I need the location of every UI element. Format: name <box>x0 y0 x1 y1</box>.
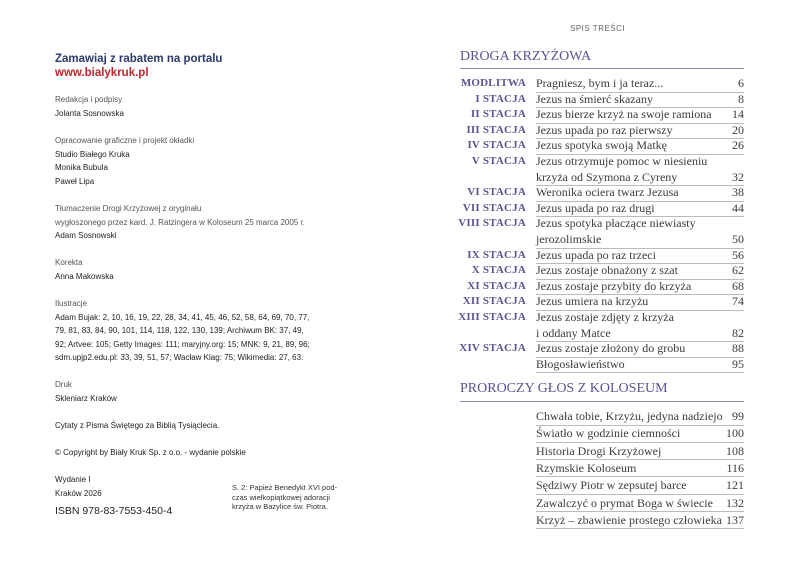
page-number: 108 <box>726 443 744 458</box>
section-rule <box>460 401 744 402</box>
station-label: XI STACJA <box>467 279 526 292</box>
page-number: 121 <box>726 478 744 493</box>
promo-block <box>55 52 222 80</box>
station-label: MODLITWA <box>460 77 526 89</box>
page-number: 116 <box>726 460 744 475</box>
station-label: VI STACJA <box>467 186 526 199</box>
station-title[interactable]: Jezus upada po raz trzeci <box>536 247 656 262</box>
translation-heading-cont: wygłoszonego przez kard. J. Ratzingera w Koloseum 25 marca 2005 r. <box>55 217 305 227</box>
print-block <box>55 378 117 405</box>
quote-note-text: Cytaty z Pisma Świętego za Biblią Tysiąclecia. <box>55 421 220 430</box>
promo-url[interactable]: www.bialykruk.pl <box>55 67 149 79</box>
station-title[interactable]: Jezus zostaje zdjęty z krzyża <box>536 310 674 324</box>
article-title[interactable]: Światło w godzinie ciemności <box>536 426 681 441</box>
copyright <box>55 446 246 460</box>
page-number: 44 <box>732 200 744 215</box>
translation-block <box>55 202 305 243</box>
station-label: XIV STACJA <box>459 342 526 355</box>
station-title[interactable]: Jezus bierze krzyż na swoje ramiona <box>536 107 712 122</box>
edition: Wydanie I <box>55 475 91 484</box>
translation-heading: Tłumaczenie Drogi Krzyżowej z oryginału <box>55 204 202 213</box>
edition-block <box>55 473 102 500</box>
station-title[interactable]: Jezus otrzymuje pomoc w niesieniu <box>536 154 708 168</box>
station-title[interactable]: Jezus spotyka swoją Matkę <box>536 138 667 153</box>
station-label: VII STACJA <box>462 201 526 214</box>
section-title: DROGA KRZYŻOWA <box>460 49 592 64</box>
station-title[interactable]: Jezus zostaje obnażony z szat <box>536 263 678 278</box>
page-number: 74 <box>732 294 744 309</box>
page-number: 62 <box>732 263 744 278</box>
place-year: Kraków 2026 <box>55 488 102 498</box>
article-title[interactable]: Chwała tobie, Krzyżu, jedyna nadziejo <box>536 409 723 423</box>
page-number: 95 <box>732 356 744 371</box>
editing-heading: Redakcja i podpisy <box>55 95 123 104</box>
row-divider <box>536 372 744 373</box>
illustrations-line: Adam Bujak: 2, 10, 16, 19, 22, 28, 34, 41, 45, 46, 52, 58, 64, 69, 70, 77, <box>55 312 310 322</box>
station-title[interactable]: Jezus upada po raz pierwszy <box>536 122 673 137</box>
design-name: Monika Bubula <box>55 163 108 172</box>
section-title: PROROCZY GŁOS Z KOLOSEUM <box>460 381 668 396</box>
page-number: 26 <box>732 138 744 153</box>
translation-name: Adam Sosnowski <box>55 231 117 240</box>
page-header: SPIS TREŚCI <box>570 24 626 33</box>
station-title[interactable]: Weronika ociera twarz Jezusa <box>536 185 679 200</box>
station-label: XII STACJA <box>462 295 526 308</box>
caption-line: S. 2: Papież Benedykt XVI pod- <box>232 483 338 492</box>
page-number: 56 <box>732 247 744 262</box>
design-heading: Opracowanie graficzne i projekt okładki <box>55 136 195 145</box>
station-title[interactable]: Jezus upada po raz drugi <box>536 200 655 215</box>
page-number: 6 <box>738 76 744 90</box>
page-number: 8 <box>738 91 744 106</box>
station-title[interactable]: Jezus spotyka płaczące niewiasty <box>536 216 696 231</box>
proof-name: Anna Makowska <box>55 271 114 281</box>
station-label: XIII STACJA <box>458 311 526 323</box>
illustrations-block <box>55 297 310 365</box>
article-title[interactable]: Rzymskie Koloseum <box>536 460 637 475</box>
station-label: III STACJA <box>466 123 526 136</box>
illustrations-heading: Ilustracje <box>55 299 88 308</box>
station-title[interactable]: i oddany Matce <box>536 325 611 340</box>
article-title[interactable]: Zawalczyć o prymat Boga w świecie <box>536 495 713 510</box>
page-number: 14 <box>732 107 744 122</box>
editing-block <box>55 93 124 120</box>
photo-caption <box>232 483 342 512</box>
page-number: 88 <box>732 341 744 356</box>
station-label: IX STACJA <box>467 248 526 261</box>
article-title[interactable]: Krzyż – zbawienie prostego człowieka <box>536 512 722 527</box>
page-number: 50 <box>732 232 744 246</box>
design-name: Paweł Lipa <box>55 176 95 186</box>
print-name: Skleniarz Kraków <box>55 393 117 403</box>
station-label: VIII STACJA <box>458 217 526 230</box>
proof-heading: Korekta <box>55 258 83 267</box>
page-number: 100 <box>726 426 744 441</box>
section-rule <box>460 68 744 69</box>
station-title[interactable]: Błogosławieństwo <box>536 356 625 371</box>
row-divider <box>536 528 744 529</box>
quote-note <box>55 419 219 433</box>
station-label: II STACJA <box>470 108 526 121</box>
station-title[interactable]: Jezus na śmierć skazany <box>536 91 653 106</box>
station-label: X STACJA <box>471 264 526 277</box>
page-number: 38 <box>732 185 744 200</box>
promo-line: Zamawiaj z rabatem na portalu <box>55 53 223 65</box>
illustrations-line: 92; Artvee: 105; Getty Images: 111; maryjny.org: 15; MNK: 9, 21, 89, 96; <box>55 339 310 349</box>
proof-block <box>55 256 114 283</box>
station-title[interactable]: Pragniesz, bym i ja teraz... <box>536 76 664 90</box>
station-title[interactable]: krzyża od Szymona z Cyreny <box>536 169 678 184</box>
article-title[interactable]: Historia Drogi Krzyżowej <box>536 443 662 458</box>
station-title[interactable]: jerozolimskie <box>536 232 602 246</box>
station-title[interactable]: Jezus umiera na krzyżu <box>536 294 649 309</box>
page-number: 20 <box>732 122 744 137</box>
caption-line: krzyża w Bazylice św. Piotra. <box>232 502 328 511</box>
design-name: Studio Białego Kruka <box>55 149 130 159</box>
page-number: 68 <box>732 278 744 293</box>
station-label: I STACJA <box>475 92 526 105</box>
article-title[interactable]: Sędziwy Piotr w zepsutej barce <box>536 478 687 493</box>
station-label: V STACJA <box>471 155 526 167</box>
page-number: 132 <box>726 495 744 510</box>
print-heading: Druk <box>55 380 72 389</box>
station-title[interactable]: Jezus zostaje złożony do grobu <box>536 341 686 356</box>
page-number: 99 <box>732 409 744 423</box>
page-number: 137 <box>726 512 744 527</box>
editing-name: Jolanta Sosnowska <box>55 108 124 118</box>
design-block <box>55 134 194 188</box>
page-number: 82 <box>732 325 744 340</box>
station-title[interactable]: Jezus zostaje przybity do krzyża <box>536 278 692 293</box>
station-label: IV STACJA <box>467 139 526 152</box>
illustrations-line: 79, 81, 83, 84, 90, 101, 114, 118, 122, 130, 139; Archiwum BK: 37, 49, <box>55 326 304 335</box>
copyright-text: © Copyright by Biały Kruk Sp. z o.o. - wydanie polskie <box>55 448 246 457</box>
illustrations-line: sdm.upjp2.edu.pl: 33, 39, 51, 57; Wacław Klag: 75; Wikimedia: 27, 63. <box>55 353 304 362</box>
page-number: 32 <box>732 169 744 184</box>
caption-line: czas wielkopiątkowej adoracji <box>232 492 330 502</box>
isbn: ISBN 978-83-7553-450-4 <box>55 505 173 517</box>
